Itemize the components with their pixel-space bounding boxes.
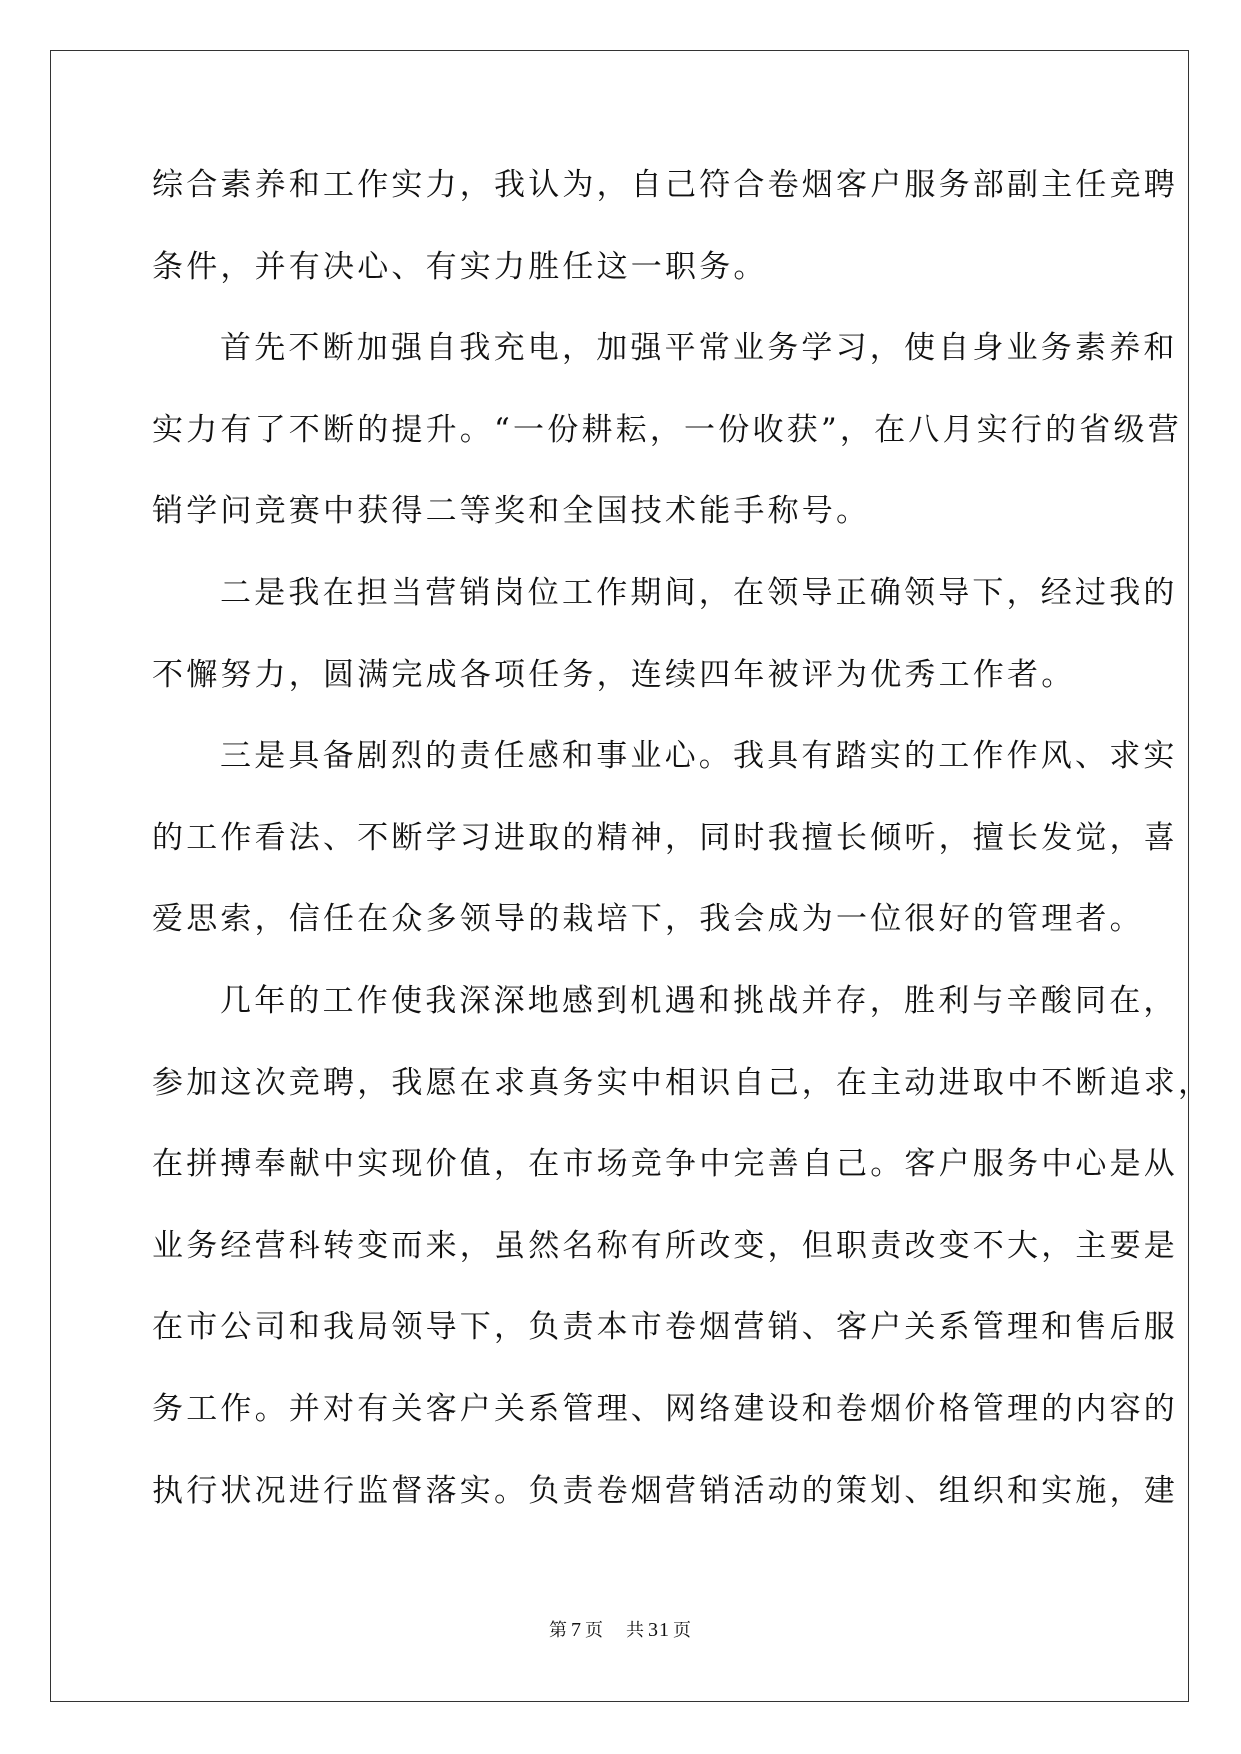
text-line: 首先不断加强自我充电，加强平常业务学习，使自身业务素养和 [220,330,1178,367]
page-label-prefix: 第 [549,1620,568,1641]
text-line: 二是我在担当营销岗位工作期间，在领导正确领导下，经过我的 [220,574,1178,611]
text-line: 几年的工作使我深深地感到机遇和挑战并存，胜利与辛酸同在， [220,982,1178,1019]
text-line: 实力有了不断的提升。“一份耕耘，一份收获”，在八月实行的省级营 [152,411,1182,448]
total-page-number: 31 [648,1619,670,1641]
text-line: 综合素养和工作实力，我认为，自己符合卷烟客户服务部副主任竞聘 [152,167,1178,203]
text-line: 业务经营科转变而来，虽然名称有所改变，但职责改变不大，主要是 [152,1227,1178,1264]
text-line: 不懈努力，圆满完成各项任务，连续四年被评为优秀工作者。 [152,656,1076,693]
text-line: 爱思索，信任在众多领导的栽培下，我会成为一位很好的管理者。 [152,901,1144,938]
text-line: 在拼搏奉献中实现价值，在市场竞争中完善自己。客户服务中心是从 [152,1146,1178,1183]
total-label-suffix: 页 [673,1620,692,1641]
text-line: 参加这次竞聘，我愿在求真务实中相识自己，在主动进取中不断追求， [152,1064,1213,1101]
text-line: 条件，并有决心、有实力胜任这一职务。 [152,248,768,285]
document-body [152,160,1213,1547]
text-line: 务工作。并对有关客户关系管理、网络建设和卷烟价格管理的内容的 [152,1390,1178,1427]
page-footer [0,1618,1241,1643]
text-line: 的工作看法、不断学习进取的精神，同时我擅长倾听，擅长发觉，喜 [152,819,1178,856]
text-line: 执行状况进行监督落实。负责卷烟营销活动的策划、组织和实施，建 [152,1472,1178,1509]
text-line: 销学问竞赛中获得二等奖和全国技术能手称号。 [152,493,871,530]
text-line: 三是具备剧烈的责任感和事业心。我具有踏实的工作作风、求实 [220,738,1178,775]
current-page-number: 7 [571,1619,582,1641]
text-line: 在市公司和我局领导下，负责本市卷烟营销、客户关系管理和售后服 [152,1309,1178,1346]
page-label-suffix: 页 [585,1620,604,1641]
total-label-prefix: 共 [626,1620,645,1641]
